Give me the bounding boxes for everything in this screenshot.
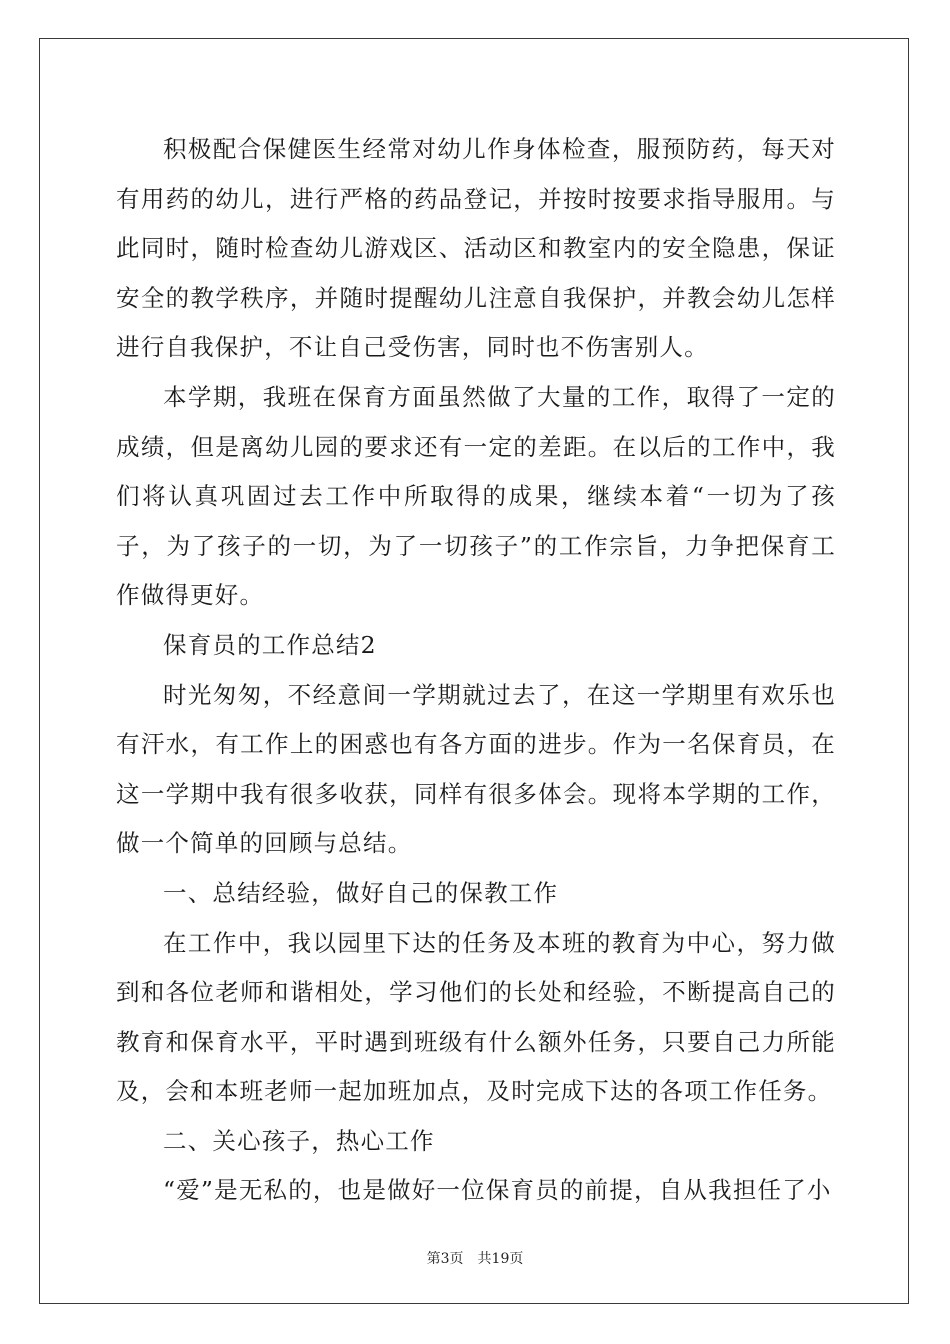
page-total: 共19页 <box>477 1251 524 1267</box>
paragraph-intro: 时光匆匆，不经意间一学期就过去了，在这一学期里有欢乐也有汗水，有工作上的困惑也有各方面的进步。作为一名保育员，在这一学期中我有很多收获，同样有很多体会。现将本学期的工作，做一个简单的回顾与总结。 <box>116 680 836 858</box>
section-title-summary-2: 保育员的工作总结2 <box>163 630 377 659</box>
page-number: 第3页 <box>426 1251 464 1267</box>
paragraph-part-one: 在工作中，我以园里下达的任务及本班的教育为中心，努力做到和各位老师和谐相处，学习他们的长处和经验，不断提高自己的教育和保育水平，平时遇到班级有什么额外任务，只要自己力所能及，会和本班老师一起加班加点，及时完成下达的各项工作任务。 <box>116 928 836 1106</box>
document-body <box>116 125 836 1216</box>
paragraph-semester-summary: 本学期，我班在保育方面虽然做了大量的工作，取得了一定的成绩，但是离幼儿园的要求还有一定的差距。在以后的工作中，我们将认真巩固过去工作中所取得的成果，继续本着“一切为了孩子，为了孩子的一切，为了一切孩子”的工作宗旨，力争把保育工作做得更好。 <box>116 382 836 610</box>
heading-part-two: 二、关心孩子，热心工作 <box>163 1126 435 1155</box>
paragraph-health-check: 积极配合保健医生经常对幼儿作身体检查，服预防药，每天对有用药的幼儿，进行严格的药品登记，并按时按要求指导服用。与此同时，随时检查幼儿游戏区、活动区和教室内的安全隐患，保证安全的教学秩序，并随时提醒幼儿注意自我保护，并教会幼儿怎样进行自我保护，不让自己受伤害，同时也不伤害别人。 <box>116 135 836 362</box>
paragraph-part-two: “爱”是无私的，也是做好一位保育员的前提，自从我担任了小 <box>163 1176 832 1205</box>
heading-part-one: 一、总结经验，做好自己的保教工作 <box>163 878 559 907</box>
page-footer <box>0 1248 950 1268</box>
